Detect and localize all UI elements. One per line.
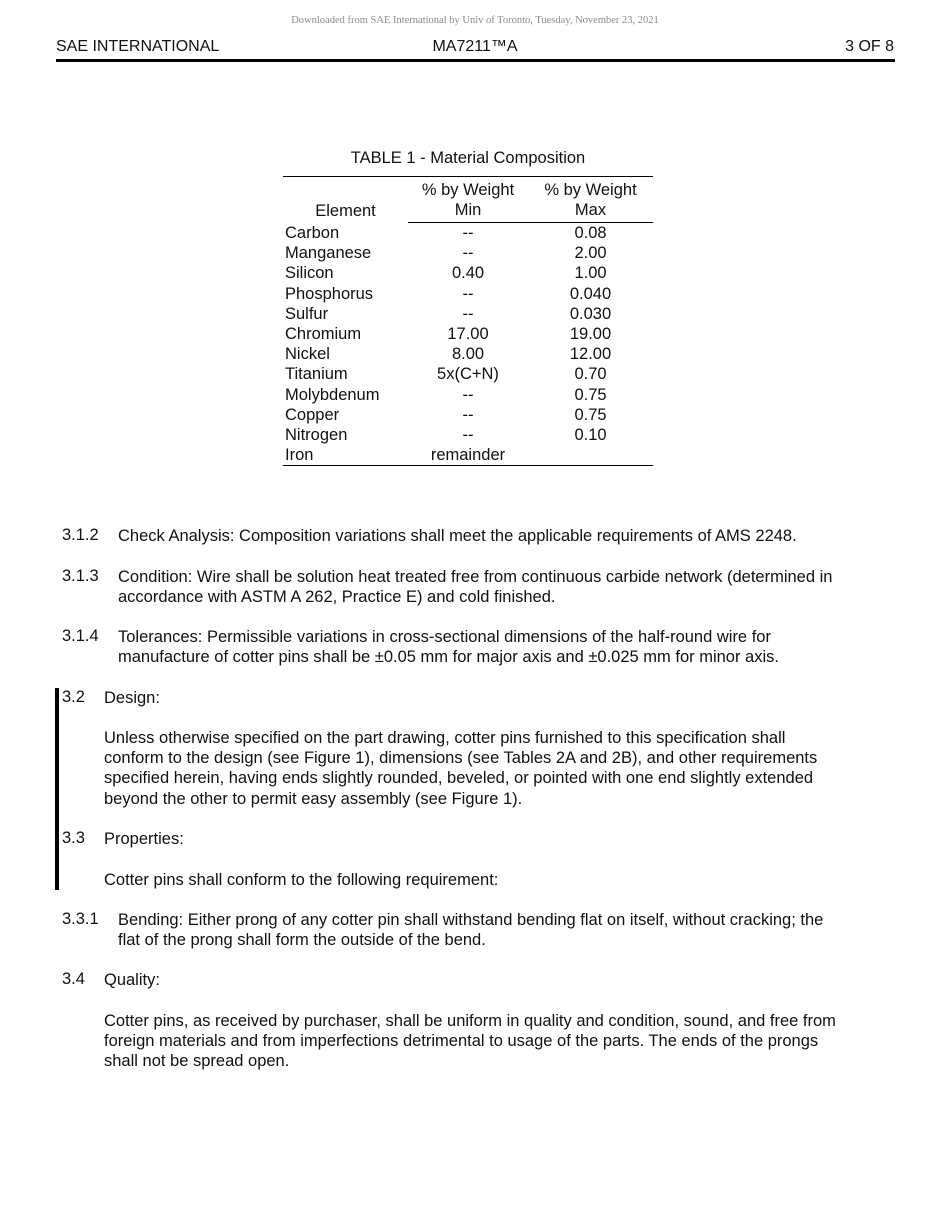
- revision-change-bar: [55, 688, 59, 890]
- max-cell: 0.030: [569, 304, 612, 323]
- table-row: [283, 223, 653, 244]
- design-line-3: specified herein, having ends slightly rounded, beveled, or pointed with one end slightly extended: [104, 769, 814, 788]
- min-cell: --: [462, 385, 474, 404]
- section-number-3-1-2: 3.1.2: [62, 526, 99, 544]
- section-number-3-4: 3.4: [62, 970, 85, 988]
- section-number-3-1-4: 3.1.4: [62, 627, 99, 645]
- properties-heading: Properties:: [104, 830, 184, 848]
- element-cell: Silicon: [285, 264, 334, 283]
- max-cell: [528, 445, 653, 466]
- max-cell: 0.75: [574, 405, 607, 424]
- min-cell: remainder: [430, 446, 506, 465]
- min-cell: --: [462, 244, 474, 263]
- section-number-3-3-1: 3.3.1: [62, 910, 99, 928]
- min-cell: 8.00: [451, 345, 485, 364]
- design-line-2: conform to the design (see Figure 1), dimensions (see Tables 2A and 2B), and other requirements: [104, 749, 818, 768]
- design-line-1: Unless otherwise specified on the part drawing, cotter pins furnished to this specification shall: [104, 729, 786, 747]
- tolerances-line-1: Tolerances: Permissible variations in cross-sectional dimensions of the half-round wire for: [118, 628, 771, 646]
- min-cell: --: [462, 284, 474, 303]
- table-row: [283, 405, 653, 425]
- section-number-3-2: 3.2: [62, 688, 85, 706]
- properties-body: Cotter pins shall conform to the following requirement:: [104, 871, 499, 889]
- col-header-element: Element: [315, 201, 376, 220]
- table-title: TABLE 1 - Material Composition: [350, 149, 586, 167]
- table-row: [283, 263, 653, 283]
- section-number-3-3: 3.3: [62, 829, 85, 847]
- download-watermark: Downloaded from SAE International by Univ of Toronto, Tuesday, November 23, 2021: [291, 15, 659, 26]
- table-row: [283, 243, 653, 263]
- element-cell: Nitrogen: [285, 426, 348, 445]
- min-cell: --: [462, 304, 474, 323]
- table-row: [283, 344, 653, 364]
- tolerances-line-2: manufacture of cotter pins shall be ±0.05 mm for major axis and ±0.025 mm for minor axis.: [118, 648, 779, 667]
- tolerances-text: [118, 627, 779, 667]
- table-row: [283, 385, 653, 405]
- element-cell: Titanium: [285, 365, 348, 384]
- element-cell: Manganese: [285, 244, 372, 263]
- bending-line-2: flat of the prong shall form the outside of the bend.: [118, 931, 486, 950]
- section-number-3-1-3: 3.1.3: [62, 567, 99, 585]
- table-row: [283, 445, 653, 466]
- element-cell: Phosphorus: [285, 284, 374, 303]
- bending-line-1: Bending: Either prong of any cotter pin shall withstand bending flat on itself, without cracking; the: [118, 911, 824, 929]
- element-cell: Sulfur: [285, 304, 329, 323]
- element-cell: Nickel: [285, 345, 330, 364]
- max-cell: 1.00: [574, 264, 607, 283]
- min-cell: --: [462, 426, 474, 445]
- bending-text: [118, 910, 823, 950]
- table-row: [283, 304, 653, 324]
- header-rule: [56, 59, 895, 62]
- col-header-max-top: % by Weight: [544, 181, 637, 199]
- element-cell: Iron: [285, 446, 314, 465]
- col-header-min: Min: [408, 200, 528, 223]
- table-row: [283, 364, 653, 384]
- element-cell: Carbon: [285, 223, 340, 242]
- design-heading: Design:: [104, 689, 160, 707]
- quality-line-3: shall not be spread open.: [104, 1052, 290, 1071]
- max-cell: 12.00: [569, 345, 612, 364]
- min-cell: 0.40: [451, 264, 485, 283]
- max-cell: 0.08: [574, 224, 607, 242]
- header-doc-number: MA7211™A: [432, 38, 518, 55]
- condition-text: [118, 567, 832, 607]
- col-header-min-top: % by Weight: [421, 181, 515, 199]
- header-org: SAE INTERNATIONAL: [56, 38, 220, 55]
- max-cell: 0.70: [574, 365, 607, 384]
- min-cell: --: [462, 405, 474, 424]
- element-cell: Chromium: [285, 325, 362, 344]
- min-cell: --: [462, 224, 474, 242]
- check-analysis-text: Check Analysis: Composition variations shall meet the applicable requirements of AMS 2248.: [118, 527, 797, 545]
- table-row: [283, 284, 653, 304]
- max-cell: 0.10: [574, 426, 607, 445]
- quality-line-1: Cotter pins, as received by purchaser, shall be uniform in quality and condition, sound, and free from: [104, 1012, 836, 1030]
- max-cell: 0.75: [574, 385, 607, 404]
- composition-table: [283, 176, 653, 466]
- max-cell: 19.00: [569, 325, 612, 344]
- condition-line-2: accordance with ASTM A 262, Practice E) and cold finished.: [118, 588, 556, 607]
- max-cell: 2.00: [574, 244, 607, 263]
- header-page-number: 3 OF 8: [845, 38, 894, 55]
- table-row: [283, 324, 653, 344]
- condition-line-1: Condition: Wire shall be solution heat treated free from continuous carbide network (determined in: [118, 568, 833, 586]
- min-cell: 17.00: [447, 325, 489, 344]
- quality-heading: Quality:: [104, 971, 160, 989]
- col-header-max: Max: [528, 200, 653, 223]
- element-cell: Copper: [285, 405, 340, 424]
- design-line-4: beyond the other to permit easy assembly (see Figure 1).: [104, 789, 523, 808]
- quality-line-2: foreign materials and from imperfections detrimental to usage of the parts. The ends of the prongs: [104, 1032, 819, 1051]
- design-body: [104, 728, 817, 809]
- max-cell: 0.040: [569, 284, 612, 303]
- quality-body: [104, 1011, 836, 1072]
- table-row: [283, 425, 653, 445]
- element-cell: Molybdenum: [285, 385, 380, 404]
- min-cell: 5x(C+N): [437, 365, 499, 384]
